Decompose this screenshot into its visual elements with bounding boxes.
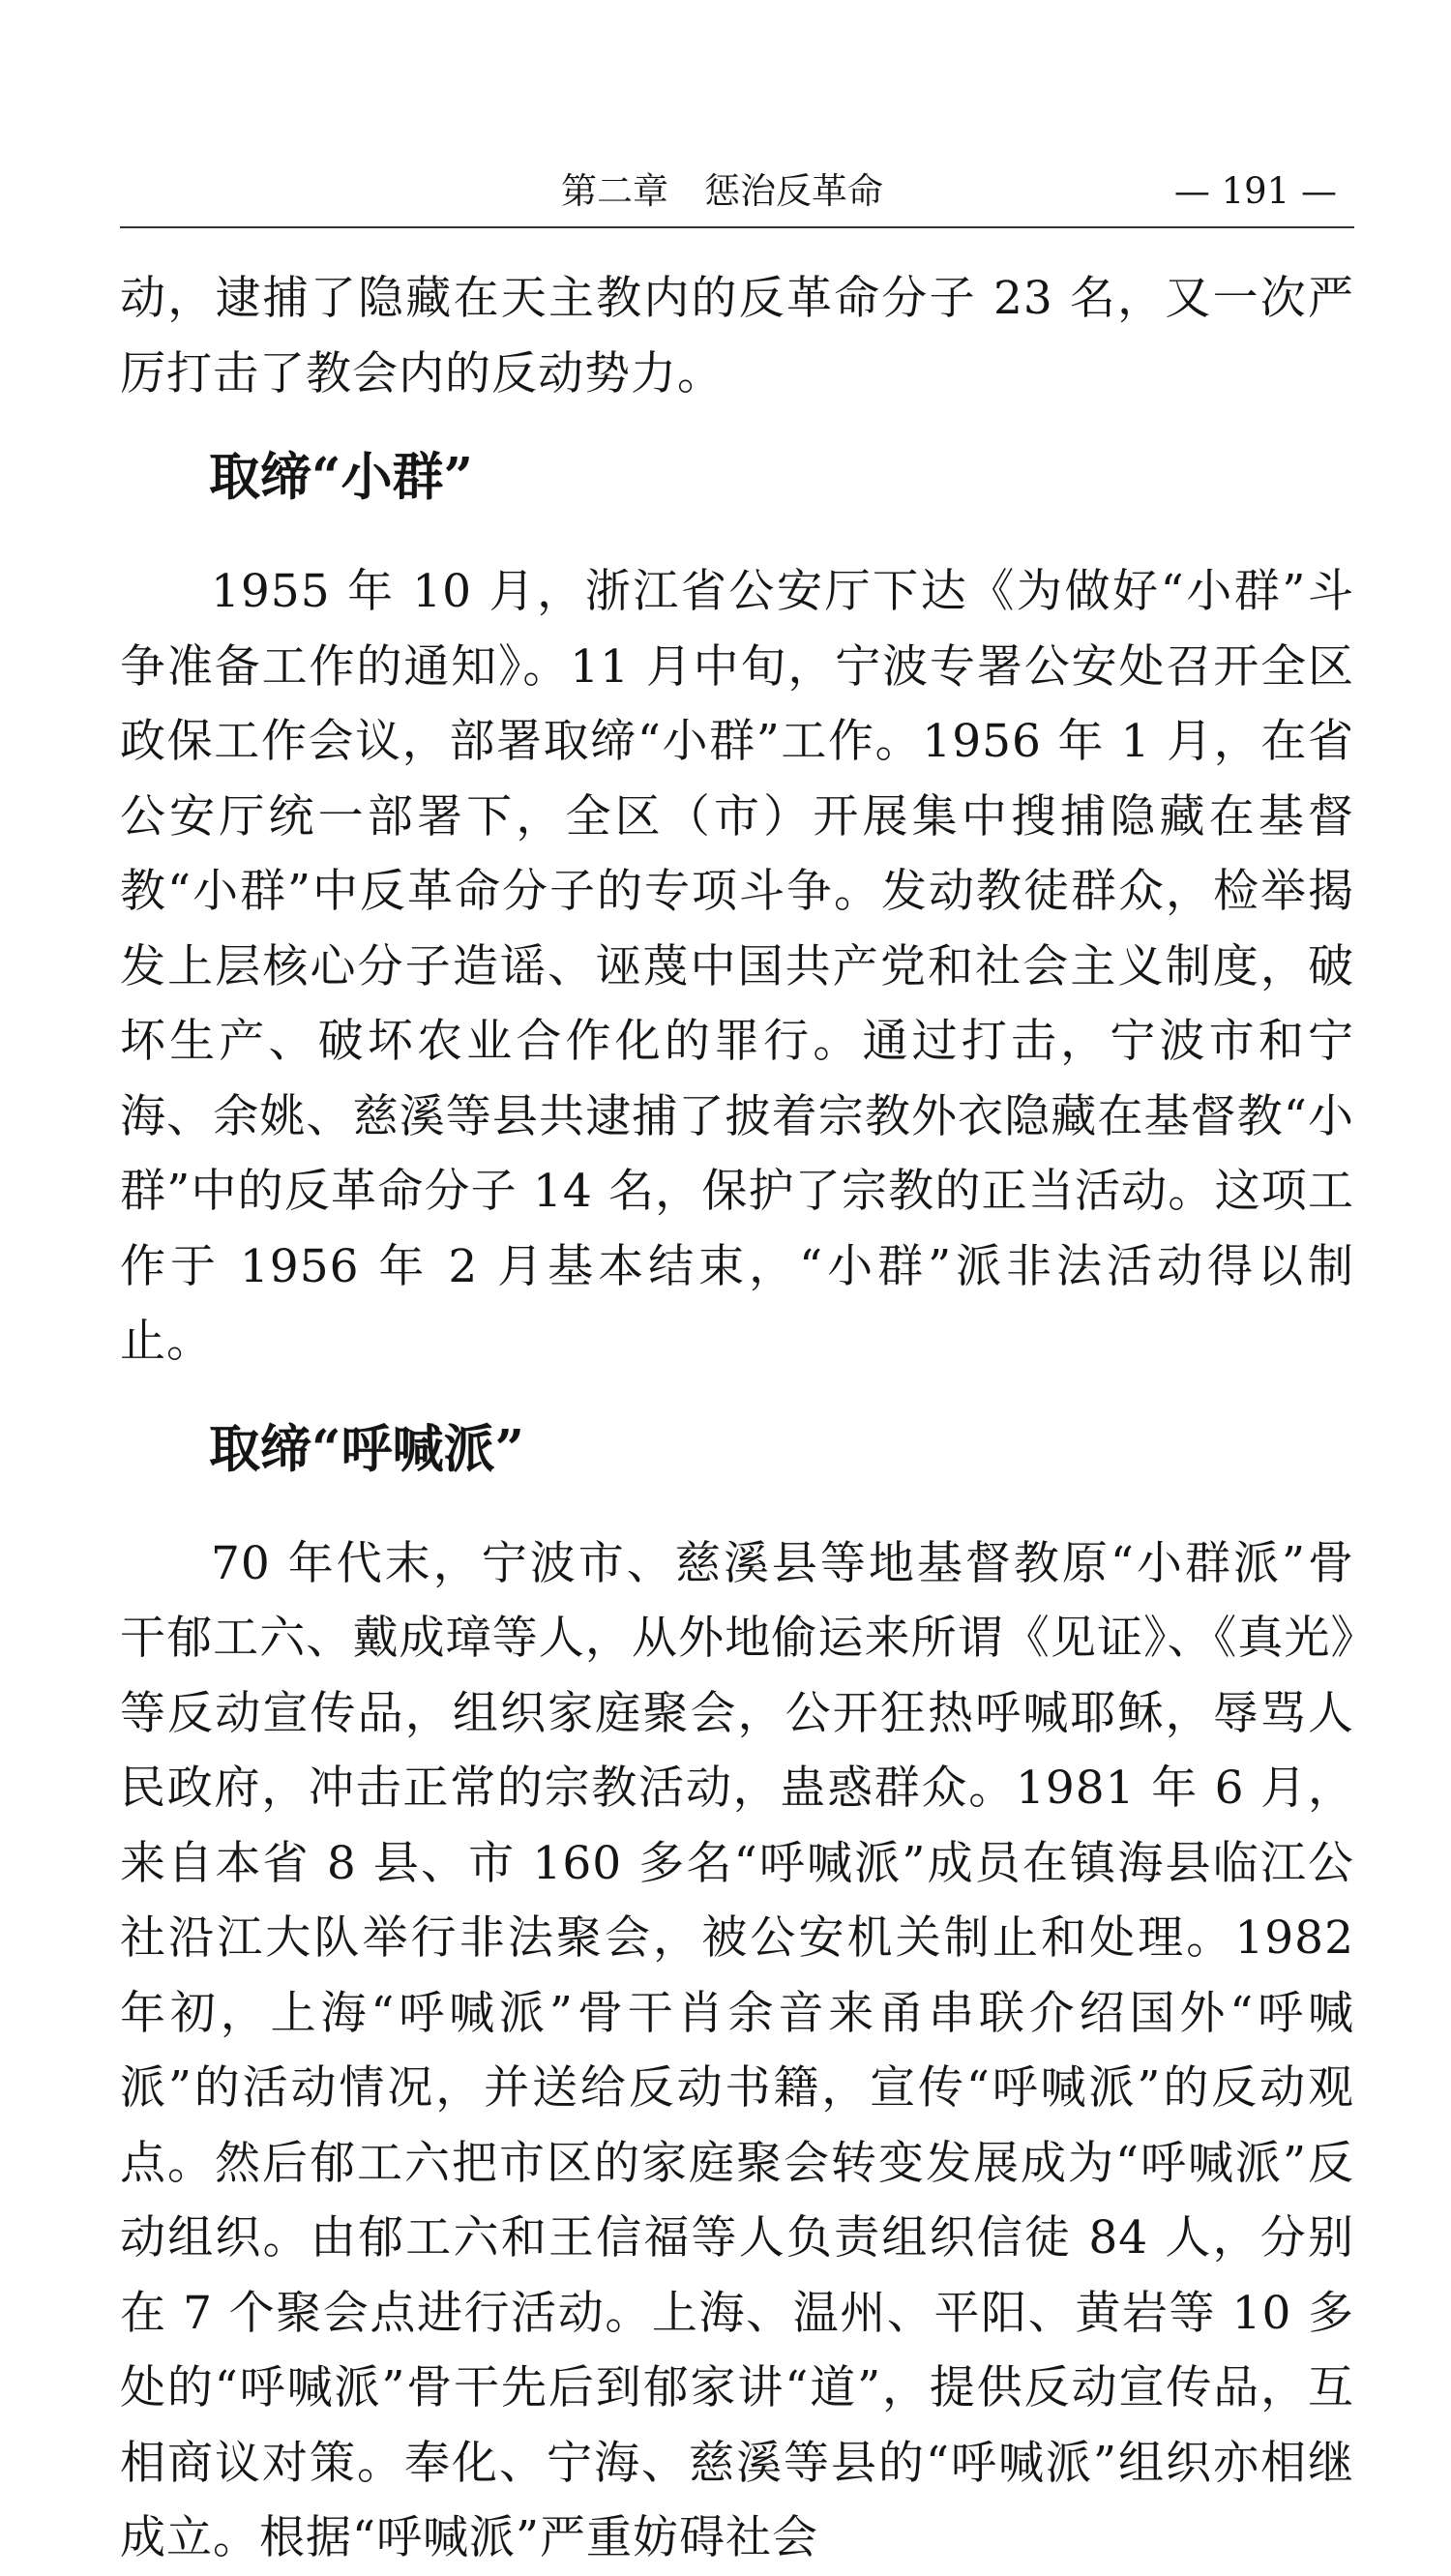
section-heading-xiaoqun: 取缔“小群” bbox=[209, 447, 473, 507]
page-number: — 191 — bbox=[1173, 170, 1337, 212]
page-header bbox=[120, 163, 1354, 221]
continued-paragraph: 动，逮捕了隐藏在天主教内的反革命分子 23 名，又一次严厉打击了教会内的反动势力。 bbox=[120, 272, 1354, 400]
section-paragraph-huhan: 70 年代末，宁波市、慈溪县等地基督教原“小群派”骨干郁工六、戴成璋等人，从外地偷运来所谓《见证》、《真光》等反动宣传品，组织家庭聚会，公开狂热呼喊耶稣，辱骂人民政府，冲击正常的宗教活动，蛊惑群众。1981 年 6 月，来自本省 8 县、市 160 多名“呼喊派”成员在镇海县临江公社沿江大队举行非法聚会，被公安机关制止和处理。1982 年初，上海“呼喊派”骨干肖余音来甬串联介绍国外“呼喊派”的活动情况，并送给反动书籍，宣传“呼喊派”的反动观点。然后郁工六把市区的家庭聚会转变发展成为“呼喊派”反动组织。由郁工六和王信福等人负责组织信徒 84 人，分别在 7 个聚会点进行活动。上海、温州、平阳、黄岩等 10 多处的“呼喊派”骨干先后到郁家讲“道”，提供反动宣传品，互相商议对策。奉化、宁海、慈溪等县的“呼喊派”组织亦相继成立。根据“呼喊派”严重妨碍社会 bbox=[120, 1536, 1354, 2564]
running-head: 第二章 惩治反革命 bbox=[561, 170, 883, 212]
section-heading-huhan: 取缔“呼喊派” bbox=[209, 1418, 524, 1479]
body-text bbox=[120, 261, 1354, 2576]
section-paragraph-xiaoqun: 1955 年 10 月，浙江省公安厅下达《为做好“小群”斗争准备工作的通知》。11 月中旬，宁波专署公安处召开全区政保工作会议，部署取缔“小群”工作。1956 年 1 月，在省公安厅统一部署下，全区（市）开展集中搜捕隐藏在基督教“小群”中反革命分子的专项斗争。发动教徒群众，检举揭发上层核心分子造谣、诬蔑中国共产党和社会主义制度，破坏生产、破坏农业合作化的罪行。通过打击，宁波市和宁海、余姚、慈溪等县共逮捕了披着宗教外衣隐藏在基督教“小群”中的反革命分子 14 名，保护了宗教的正当活动。这项工作于 1956 年 2 月基本结束，“小群”派非法活动得以制止。 bbox=[120, 565, 1354, 1368]
header-rule bbox=[120, 226, 1354, 228]
